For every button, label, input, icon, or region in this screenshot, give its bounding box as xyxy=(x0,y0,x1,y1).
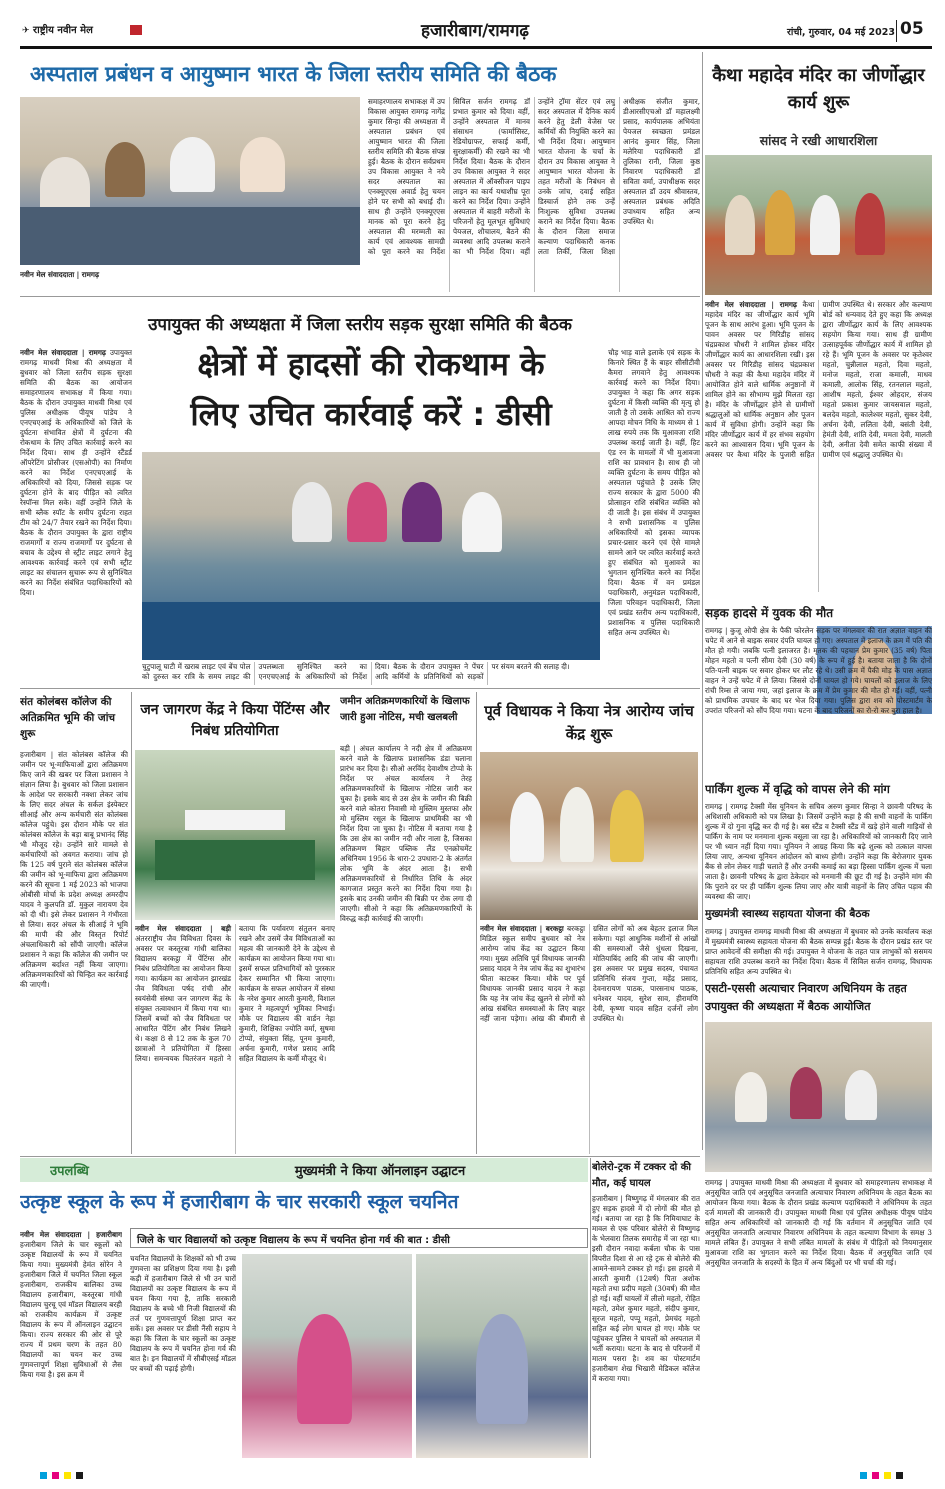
school-photo-right xyxy=(416,1254,588,1458)
left-column xyxy=(20,1230,122,1458)
body-text: हजारीबाग | विष्णुगढ़ में मंगलवार की रात हुए सड़क हादसे में दो लोगों की मौत हो गई। बताया जा रहा है कि निमियाघाट के मावल से एक परिवार बोलेरो से विष्णुगढ़ के भेलवारा तिलक समारोह में जा रहा था। इसी दौरान नवादा कर्बला चौक के पास विपरीत दिशा से आ रहे ट्रक से बोलेरो की आमने-सामने टक्कर हो गई। इस हादसे में आरती कुमारी (12वर्ष) पिता अशोक महतो तथा प्रदीप महतो (30वर्ष) की मौत हो गई। वहीं घायलों में लीलो महतो, रोहित महतो, उमेश कुमार महतो, संदीप कुमार, सूरज महतो, पप्पू महतो, प्रेमचंद महतो सहित कई लोग घायल हो गए। मौके पर पहुंचकर पुलिस ने घायलों को अस्पताल में भर्ती कराया। घटना के बाद से परिजनों में मातम पसरा है। शव का पोस्टमार्टम हजारीबाग शेख भिखारी मेडिकल कॉलेज में कराया गया। xyxy=(592,1194,700,1383)
body-text: रामगढ़ | उपायुक्त माधवी मिश्रा की अध्यक्षता में बुधवार को समाहरणालय सभाकक्ष में अनुसूचित जाति एवं अनुसूचित जनजाति अत्याचार निवारण अधिनियम के तहत बैठक का आयोजन किया गया। बैठक के दौरान प्रखंड कल्याण पदाधिकारी ने अधिनियम के तहत दर्ज मामलों की जानकारी दी। उपायुक्त माधवी मिश्रा एवं पुलिस अधीक्षक पीयूष पांडेय सहित अन्य अधिकारियों को जानकारी दी गई कि वर्तमान में अनुसूचित जाति एवं अनुसूचित जनजाति अत्याचार निवारण अधिनियम के तहत कल्याण विभाग के समक्ष 3 मामले लंबित हैं। उपायुक्त ने सभी लंबित मामलों के संबंध में पीड़ितों को नियमानुसार मुआवजा राशि का भुगतान करने का निर्देश दिया। बैठक में अनुसूचित जाति एवं अनुसूचित जनजाति के सदस्यों के हित में अन्य बिंदुओं पर भी चर्चा की गई। xyxy=(705,1178,932,1267)
paper-name: राष्ट्रीय नवीन मेल xyxy=(33,25,93,36)
meeting-photo xyxy=(20,97,360,265)
body-text: अंतरराष्ट्रीय जैव विविधता दिवस के अवसर पर कस्तूरबा गांधी बालिका विद्यालय बरकट्ठा में पेंटिंग्स और निबंध प्रतियोगिता का आयोजन किया गया। कार्यक्रम का आयोजन झारखंड जैव विविधता पर्षद रांची और स्वयंसेवी संस्था जन जागरण केंद्र के संयुक्त तत्वावधान में किया गया था। जिसमें बच्चों को जैव विविधता पर आधारित पेंटिंग और निबंध लिखने थे। कक्षा 8 से 12 तक के कुल 70 छात्राओं ने प्रतियोगिता में हिस्सा लिया। समन्वयक चितरंजन महतो ने बताया कि पर्यावरण संतुलन बनाए रखने और उसमें जैव विविधताओं का महत्व की जानकारी देने के उद्देश्य से कार्यक्रम का आयोजन किया गया था। इसमें सफल प्रतिभागियों को पुरस्कार देकर सम्मानित भी किया जाएगा। कार्यक्रम के सफल आयोजन में संस्था के नरेश कुमार आरती कुमारी, विशाल कुमार ने महत्वपूर्ण भूमिका निभाई। मौके पर विद्यालय की वार्डन नेहा कुमारी, शिक्षिका ज्योति वर्मा, सुषमा टोप्पो, संयुक्ता सिंह, पूनम कुमारी, अर्चना कुमारी, गणेश प्रसाद आदि सहित विद्यालय के कर्मी मौजूद थे। xyxy=(135,924,335,1063)
yellow-mark xyxy=(64,1472,71,1479)
story-hospital-meeting xyxy=(20,52,700,292)
mid-column: चयनित विद्यालयों के शिक्षकों को भी उच्च गुणवत्ता का प्रशिक्षण दिया गया है। इसी कड़ी में हजारीबाग जिले से भी उन चारों विद्यालयों का उत्कृष्ट विद्यालय के रूप में चयन किया गया है, ताकि सरकारी विद्यालय के बच्चे भी निजी विद्यालयों की तर्ज पर गुणवत्तापूर्ण शिक्षा प्राप्त कर सकें। इस अवसर पर डीसी नैंसी सहाय ने कहा कि जिला के चार स्कूलों का उत्कृष्ट विद्यालय के रूप में चयनित होना गर्व की बात है। इन विद्यालयों में सीबीएसई मॉडल पर बच्चों की पढ़ाई होगी। xyxy=(130,1254,236,1373)
magenta-mark xyxy=(52,1472,59,1479)
story-road-safety xyxy=(20,300,700,685)
yellow-mark xyxy=(884,1472,891,1479)
quote-text: जिले के चार विद्यालयों को उत्कृष्ट विद्यालय के रूप में चयनित होना गर्व की बात : डीसी xyxy=(137,1235,450,1246)
story-encroachment-notice xyxy=(340,692,472,1154)
body-text: हजारीबाग | संत कोलंबस कॉलेज की जमीन पर भू-माफियाओं द्वारा अतिक्रमण किए जाने की खबर पर जिला प्रशासन ने संज्ञान लिया है। बुधवार को जिला प्रशासन के आदेश पर सरकारी नक्शा लेकर जांच के लिए सदर अंचल के सर्कल इंस्पेक्टर सीआई और अन्य कर्मचारी संत कोलंबस कॉलेज पहुंचे। इस दौरान मौके पर संत कोलंबस कॉलेज के बड़ा बाबू प्रभानंद सिंह भी मौजूद रहे। उन्होंने सारे मामले से कर्मचारियों को अवगत कराया। जांच हो कि 125 वर्ष पुराने संत कोलंबस कॉलेज की जमीन को भू-माफिया द्वारा अतिक्रमण करने की सूचना 1 मई 2023 को भाजपा ओबीसी मोर्चा के प्रदेश अध्यक्ष अमरदीप यादव ने कुलपति डॉ. मुकुल नारायण देव को दी थी। इसे लेकर प्रशासन ने गंभीरता से लिया। सदर अंचल के सीआई ने भूमि की मापी की और विस्तृत रिपोर्ट अंचलाधिकारी को सौंपी जाएगी। कॉलेज प्रशासन ने कहा कि कॉलेज की जमीन पर अतिक्रमण बर्दाश्त नहीं किया जाएगा। अतिक्रमणकारियों को चिन्हित कर कार्रवाई की जाएगी। xyxy=(20,750,128,989)
body-text: हजारीबाग जिले के चार स्कूलों को उत्कृष्ट विद्यालयों के रूप में चयनित किया गया। मुख्यमंत्री हेमंत सोरेन ने हजारीबाग जिले में चयनित जिला स्कूल हजारीबाग, राजकीय बालिका उच्च विद्यालय हजारीबाग, कस्तूरबा गांधी विद्यालय चुरचू एवं मॉडल विद्यालय बरही को राजकीय कार्यक्रम में उत्कृष्ट विद्यालय के रूप में ऑनलाइन उद्घाटन किया। राज्य सरकार की ओर से पूरे राज्य में प्रथम चरण के तहत 80 विद्यालयों का चयन कर उच्च गुणवत्तापूर्ण शिक्षा सुविधाओं से लैस किया गया है। इस क्रम में xyxy=(20,1240,122,1379)
story-bolero-truck-crash xyxy=(592,1158,700,1458)
byline: नवीन मेल संवाददाता | बरकट्ठा xyxy=(480,924,564,933)
story-body xyxy=(480,924,698,1154)
story-parking-fee xyxy=(705,778,932,903)
inauguration-photo xyxy=(480,752,698,920)
headline: संत कोलंबस कॉलेज की अतिक्रमित भूमि की जांच शुरू xyxy=(20,696,116,740)
students-photo xyxy=(135,750,335,920)
body-text: रामगढ़ | कुजू ओपी क्षेत्र के पैकी फोरलेन सड़क पर मंगलवार की रात अज्ञात वाहन की चपेट में आने से बाइक सवार दंपति घायल हो गए। अस्पताल में इलाज के क्रम में पति की मौत हो गयी। जबकि पत्नी इलाजरत है। मृतक की पहचान प्रेम कुमार (35 वर्ष) पिता मोहन महतो व पत्नी सीमा देवी (30 वर्ष) के रूप में हुई है। बताया जाता है कि दोनों पति-पत्नी बाइक पर सवार होकर घर लौट रहे थे। उसी क्रम में पैकी मोड़ के पास अज्ञात वाहन ने उन्हें चपेट में ले लिया। जिससे दोनों घायल हो गये। घायलों को इलाज के लिए रांची रिम्स ले जाया गया, जहां इलाज के क्रम में प्रेम कुमार की मौत हो गई। वहीं, पत्नी को प्राथमिक उपचार के बाद घर भेज दिया गया। पुलिस द्वारा शव को पोस्टमार्टम के उपरांत परिजनों को सौंप दिया गया। घटना के बाद परिजनों का रो-रो कर बुरा हाल है। xyxy=(705,626,932,715)
byline: नवीन मेल संवाददाता | रामगढ़ xyxy=(20,348,106,357)
body-text: कैथा महादेव मंदिर का जीर्णोद्धार कार्य भूमि पूजन के साथ आरंभ हुआ। भूमि पूजन के पावन अवसर पर गिरिडीह सांसद चंद्रप्रकाश चौधरी ने शामिल होकर मंदिर जीर्णोद्धार कार्य का आधारशिला रखी। इस अवसर पर गिरिडीह सांसद चंद्रप्रकाश चौधरी ने कहा की कैथा महादेव मंदिर में आयोजित होने वाले धार्मिक अनुष्ठानों में शामिल होने का सौभाग्य मुझे मिलता रहा है। मंदिर के जीर्णोद्धार होने से ग्रामीणों श्रद्धालुओं को धार्मिक अनुष्ठान और पूजन कार्य में सुविधा होगी। उन्होंने कहा कि मंदिर जीर्णोद्धार कार्य में हर संभव सहयोग करने का आश्वासन दिया। भूमि पूजन के अवसर पर कैथा मंदिर के पुजारी सहित ग्रामीण उपस्थित थे। सरकार और कल्याण बोर्ड को धन्यवाद देते हुए कहा कि अध्यक्ष द्वारा जीर्णोद्धार कार्य के लिए आवश्यक सहयोग किया गया। साथ ही ग्रामीण उत्साहपूर्वक जीर्णोद्धार कार्य में शामिल हो रहे हैं। भूमि पूजन के अवसर पर कृतेश्वर महतो, चुन्नीलाल महतो, दिवा महतो, मनोज महतो, राजा कमाली, माधव कमाली, आलोक सिंह, रतनलाल महतो, आशीष महतो, ईश्वर ओहदार, संजय महतो प्रकाश कुमार जायसवाल महतो, बलदेव महतो, कालेश्वर महतो, सुकर देवी, अर्चना देवी, ललिता देवी, बसंती देवी, हेमंती देवी, शांति देवी, ममता देवी, मालती देवी, अनीता देवी समेत काफी संख्या में ग्रामीण एवं श्रद्धालु उपस्थित थे। xyxy=(705,300,932,459)
body-text: बड़ी | अंचल कार्यालय ने नदी क्षेत्र में अतिक्रमण करने वाले के खिलाफ प्रशासनिक डंडा चलाना प्रारंभ कर दिया है। सीओ अरविंद देवाशीष टोप्पो के निर्देश पर अंचल कार्यालय ने तेरह अतिक्रमणकारियों के खिलाफ नोटिस जारी कर चुका है। इसके बाद से उस क्षेत्र के जमीन की बिक्री करने वाले कोतरा निवासी मो मुस्लिम मुस्तफा और मो मुस्लिम रसूल के खिलाफ प्राथमिकी का भी निर्देश दिया जा चुका है। नोटिस में बताया गया है कि उस क्षेत्र का जमीन नदी और नाला है, जिसका अतिक्रमण बिहार पब्लिक लैंड एनक्रोचमेंट अधिनियम 1956 के धारा-2 उपधारा-2 के अंतर्गत लोक भूमि के अंदर आता है। सभी अतिक्रमणकारियों से निर्धारित तिथि के अंदर कागजात प्रस्तुत करने का निर्देश दिया गया है। इसके बाद उनकी जमीन की बिक्री पर रोक लगा दी जाएगी। सीओ ने कहा कि अतिक्रमणकारियों के विरुद्ध कड़ी कार्रवाई की जाएगी। xyxy=(340,744,472,923)
story-body xyxy=(135,924,335,1154)
date-line: रांची, गुरुवार, 04 मई 2023 xyxy=(787,27,895,38)
story-college-land xyxy=(20,692,128,1154)
story-cm-health-scheme xyxy=(705,905,932,975)
story-road-accident xyxy=(705,598,932,776)
story-painting-competition xyxy=(135,692,335,1154)
byline: नवीन मेल संवाददाता | रामगढ़ xyxy=(705,300,797,309)
right-column: चौड़ भाड़ वाले इलाके एवं सड़क के किनारे स्थित हैं के बाहर सीसीटीवी कैमरा लगवाने हेतु आवश्यक कार्रवाई करने का निर्देश दिया। उपायुक्त ने कहा कि अगर सड़क दुर्घटना में किसी व्यक्ति की मृत्यु हो जाती है तो उसके आश्रित को राज्य आपदा मोचन निधि के माध्यम से 1 लाख रुपये तक कि मुआवजा राशि उपलब्ध कराई जाती है। वहीं, हिट एंड रन के मामलों में भी मुआवजा राशि का प्रावधान है। साथ ही जो व्यक्ति दुर्घटना के समय पीड़ित को अस्पताल पहुंचाते है उसके लिए राज्य सरकार के द्वारा 5000 की प्रोत्साहन राशि संबंधित व्यक्ति को दी जाती है। इस संबंध में उपायुक्त ने सभी प्रशासनिक व पुलिस अधिकारियों को इसका व्यापक प्रचार-प्रसार करने एवं ऐसे मामले सामने आने पर त्वरित कार्रवाई करते हुए संबंधित को मुआवजे का भुगतान सुनिश्चित करने का निर्देश दिया। बैठक में वन प्रमंडल पदाधिकारी, अनुमंडल पदाधिकारी, जिला परिवहन पदाधिकारी, जिला एवं प्रखंड स्तरीय अन्य पदाधिकारी, प्रशासनिक व पुलिस पदाधिकारी सहित अन्य उपस्थित थे। xyxy=(608,348,700,637)
kicker: उपायुक्त की अध्यक्षता में जिला स्तरीय सड़क सुरक्षा समिति की बैठक xyxy=(148,315,572,335)
headline-line-2: लिए उचित कार्रवाई करें : डीसी xyxy=(190,395,552,433)
magenta-mark xyxy=(872,1472,879,1479)
headline: अस्पताल प्रबंधन व आयुष्मान भारत के जिला स्तरीय समिति की बैठक xyxy=(30,62,557,86)
body-text: रामगढ़ | उपायुक्त रामगढ़ माधवी मिश्रा की अध्यक्षता में बुधवार को उनके कार्यालय कक्ष में मुख्यमंत्री स्वास्थ्य सहायता योजना की बैठक सम्पन्न हुई। बैठक के दौरान प्रखंड स्तर पर प्राप्त आवेदनों की समीक्षा की गई। उपायुक्त ने योजना के तहत पात्र लाभुकों को ससमय सहायता राशि उपलब्ध कराने का निर्देश दिया। बैठक में सिविल सर्जन रामगढ़, विधायक प्रतिनिधि सहित अन्य उपस्थित थे। xyxy=(705,927,932,975)
byline: नवीन मेल संवाददाता | हजारीबाग xyxy=(20,1230,122,1239)
kicker: उपलब्धि xyxy=(50,1164,89,1179)
headline: जमीन अतिक्रमणकारियों के खिलाफ जारी हुआ नोटिस, मची खलबली xyxy=(340,696,470,723)
quote-box xyxy=(130,1228,588,1248)
body-text: रामगढ़ | रामगढ़ टैक्सी मेंस यूनियन के सचिव अरुण कुमार सिन्हा ने छावनी परिषद के अधिशासी अधिकारी को पत्र लिखा है। जिसमें उन्होंने कहा है की सभी वाहनों के पार्किंग शुल्क में दो गुना वृद्धि कर दी गई है। बस स्टैंड व टैक्सी स्टैंड में खड़े होने वाली गाड़ियों से पार्किंग के नाम पर मनमाना शुल्क वसूला जा रहा है। अधिकारियों को जानकारी दिए जाने पर भी ध्यान नहीं दिया गया। यूनियन ने आग्रह किया कि बढ़े शुल्क को तत्काल वापस लिया जाए, अन्यथा यूनियन आंदोलन को बाध्य होगी। उन्होंने कहा कि बेरोजगार युवक बैंक से लोन लेकर गाड़ी चलाते हैं और उनकी कमाई का बड़ा हिस्सा पार्किंग शुल्क में चला जाता है। छावनी परिषद के द्वारा ठेकेदार को मनमानी की छूट दी गई है। उन्होंने मांग की कि पुराने दर पर ही पार्किंग शुल्क लिया जाए और यात्री वाहनों के लिए उचित पड़ाव की व्यवस्था की जाए। xyxy=(705,802,932,901)
bird-icon: ✈ xyxy=(22,26,30,36)
left-column xyxy=(20,348,132,685)
cyan-mark xyxy=(860,1472,867,1479)
page-number: 05 xyxy=(900,19,924,39)
sub-headline: मुख्यमंत्री ने किया ऑनलाइन उद्घाटन xyxy=(294,1164,466,1179)
temple-photo xyxy=(705,155,932,295)
section-title: हजारीबाग/रामगढ़ xyxy=(421,21,529,41)
registration-marks xyxy=(0,1470,945,1482)
story-excellent-schools xyxy=(20,1158,588,1458)
paper-logo xyxy=(22,22,132,38)
headline: पार्किंग शुल्क में वृद्धि को वापस लेने की मांग xyxy=(705,782,890,796)
headline: एसटी-एससी अत्याचार निवारण अधिनियम के तहत उपायुक्त की अध्यक्षता में बैठक आयोजित xyxy=(705,982,907,1013)
black-mark xyxy=(896,1472,903,1479)
byline: नवीन मेल संवाददाता | बड़ी xyxy=(135,924,231,933)
headline: सड़क हादसे में युवक की मौत xyxy=(705,606,834,620)
body-text: बरकट्ठा मिडिल स्कूल समीप बुधवार को नेत्र आरोग्य जांच केंद्र का उद्घाटन किया गया। मुख्य अतिथि पूर्व विधायक जानकी प्रसाद यादव ने नेत्र जांच केंद्र का शुभारंभ फीता काटकर किया। मौके पर पूर्व विधायक जानकी प्रसाद यादव ने कहा कि यह नेत्र जांच केंद्र खुलने से लोगों को आंख संबंधित समस्याओं के लिए बाहर नहीं जाना पड़ेगा। आंख की बीमारी से ग्रसित लोगों को अब बेहतर इलाज मिल सकेगा। यहां आधुनिक मशीनों से आंखों की समस्याओं जैसे धुंधला दिखना, मोतियाबिंद आदि की जांच की जाएगी। इस अवसर पर प्रमुख सदस्य, पंचायत प्रतिनिधि संजय गुप्ता, महेंद्र प्रसाद, देवनारायण पाठक, पारसनाथ पाठक, धनेश्वर यादव, सुरेश साव, हीरामणि देवी, कृष्णा यादव सहित दर्जनों लोग उपस्थित थे। xyxy=(480,924,698,1023)
headline-line-1: क्षेत्रों में हादसों की रोकथाम के xyxy=(197,345,545,383)
headline: बोलेरो-ट्रक में टक्कर दो की मौत, कई घायल xyxy=(592,1162,691,1189)
story-body xyxy=(20,270,360,292)
story-body xyxy=(705,300,932,592)
masthead xyxy=(0,0,945,50)
headline: जन जागरण केंद्र ने किया पेंटिंग्स और निबंध प्रतियोगिता xyxy=(140,702,330,739)
story-sc-st-act xyxy=(705,978,932,1458)
meeting-photo xyxy=(705,1022,932,1172)
black-mark xyxy=(76,1472,83,1479)
headline: पूर्व विधायक ने किया नेत्र आरोग्य जांच केंद्र शुरू xyxy=(484,702,694,743)
red-marker xyxy=(130,25,142,35)
mid-body: चुटुपालू घाटी में खराब लाइट एवं बेंच पोल को दुरुस्त कर रात्रि के समय लाइट की उपलब्धता सुनिश्चित करने का एनएचएआई के अधिकारियों को निर्देश दिया। बैठक के दौरान उपायुक्त ने पेंचर आदि कर्मियों के प्रतिनिधियों को सड़कों पर संयम बरतने की सलाह दी। xyxy=(142,662,570,681)
story-eye-center xyxy=(480,692,698,1154)
body-text: उपायुक्त रामगढ़ माधवी मिश्रा की अध्यक्षता में बुधवार को जिला स्तरीय सड़क सुरक्षा समिति की बैठक का आयोजन समाहरणालय सभाकक्ष में किया गया। बैठक के दौरान उपायुक्त माधवी मिश्रा एवं पुलिस अधीक्षक पीयूष पांडेय ने एनएचएआई के अधिकारियों को जिले के दुर्घटना संभावित क्षेत्रों में दुर्घटना की रोकथाम के लिए उचित कार्रवाई करने का निर्देश दिया। साथ ही उन्होंने स्टैंडर्ड ऑपरेटिंग प्रोसीजर (एसओपी) का निर्माण करने का निर्देश एनएचएआई के अधिकारियों को दिया, जिससे सड़क पर दुर्घटना होने के बाद पीड़ित को त्वरित रेस्पॉन्स मिल सके। वहीं उन्होंने जिले के सभी ब्लैक स्पॉट के समीप दुर्घटना राहत टीम को 24/7 तैयार रखने का निर्देश दिया। बैठक के दौरान उपायुक्त के द्वारा राष्ट्रीय राजमार्गों व राज्य राजमार्गों पर दुर्घटना से बचाव के उद्देश्य से स्ट्रीट लाइट लगाने हेतु आवश्यक कार्रवाई करने एवं सभी स्ट्रीट लाइट का संचालन सुचारू रूप से सुनिश्चित करने का निर्देश संबंधित पदाधिकारियों को दिया। xyxy=(20,348,132,597)
headline: उत्कृष्ट स्कूल के रूप में हजारीबाग के चार सरकारी स्कूल चयनित xyxy=(20,1191,459,1213)
story-temple xyxy=(705,52,932,592)
cyan-mark xyxy=(40,1472,47,1479)
masthead-rule xyxy=(20,46,932,49)
headline: कैथा महादेव मंदिर का जीर्णोद्धार कार्य शुरू xyxy=(712,65,925,113)
meeting-photo xyxy=(142,452,600,660)
story-body-text: समाहरणालय सभाकक्ष में उप विकास आयुक्त रामगढ़ नागेंद्र कुमार सिन्हा की अध्यक्षता में अस्पताल प्रबंधन एवं आयुष्मान भारत की जिला स्तरीय समिति की बैठक संपन्न हुई। बैठक के दौरान सर्वप्रथम उप विकास आयुक्त ने नये सदर अस्पताल का एनक्यूएएस अवार्ड हेतु चयन होने पर सभी को बधाई दी। साथ ही उन्होंने एनक्यूएएस मानक को पूरा करने हेतु अस्पताल की मरम्मती का कार्य एवं आवश्यक सामग्री को पूरा करने का निर्देश सिविल सर्जन रामगढ़ डॉ प्रभात कुमार को दिया। वहीं, उन्होंने अस्पताल में मानव संसाधन (फार्मासिस्ट, रेडियोग्राफर, सफाई कर्मी, सुरक्षाकर्मी) की रखने का भी निर्देश दिया। बैठक के दौरान उप विकास आयुक्त ने सदर अस्पताल में ऑक्सीजन पाइप लाइन का कार्य यथाशीघ्र पूरा करने का निर्देश दिया। उन्होंने अस्पताल में बाहरी मरीजों के परिजनों हेतु मूलभूत सुविधाएं पेयजल, शौचालय, बैठने की व्यवस्था आदि उपलब्ध कराने का भी निर्देश दिया। वहीं उन्होंने ट्रॉमा सेंटर एवं लघु सदर अस्पताल में दैनिक कार्य करने हेतु डेली वेजेस पर कर्मियों की नियुक्ति करने का भी निर्देश दिया। आयुष्मान भारत योजना के चर्चा के दौरान उप विकास आयुक्त ने आयुष्मान भारत योजना के तहत मरीजों के निबंधन से उनके जांच, दवाई सहित डिस्चार्ज होने तक उन्हें निःशुल्क सुविधा उपलब्ध कराने का निर्देश दिया। बैठक के दौरान जिला समाज कल्याण पदाधिकारी कनक लता तिर्की, जिला शिक्षा अधीक्षक संजीत कुमार, डीआरसीएचओ डॉ महालक्ष्मी प्रसाद, कार्यपालक अभियंता पेयजल स्वच्छता प्रमंडल आनंद कुमार सिंह, जिला मलेरिया पदाधिकारी डॉ तुलिका रानी, जिला कुष्ठ निवारण पदाधिकारी डॉ सविता वर्मा, उपाधीक्षक सदर अस्पताल डॉ उदय श्रीवास्तव, अस्पताल प्रबंधक अदिति उपाध्याय सहित अन्य उपस्थित थे। xyxy=(368,97,700,256)
school-photo-left xyxy=(242,1254,412,1458)
headline: मुख्यमंत्री स्वास्थ्य सहायता योजना की बैठक xyxy=(705,908,870,920)
byline: नवीन मेल संवाददाता | रामगढ़ xyxy=(20,270,99,279)
subheadline: सांसद ने रखी आधारशिला xyxy=(759,133,878,148)
